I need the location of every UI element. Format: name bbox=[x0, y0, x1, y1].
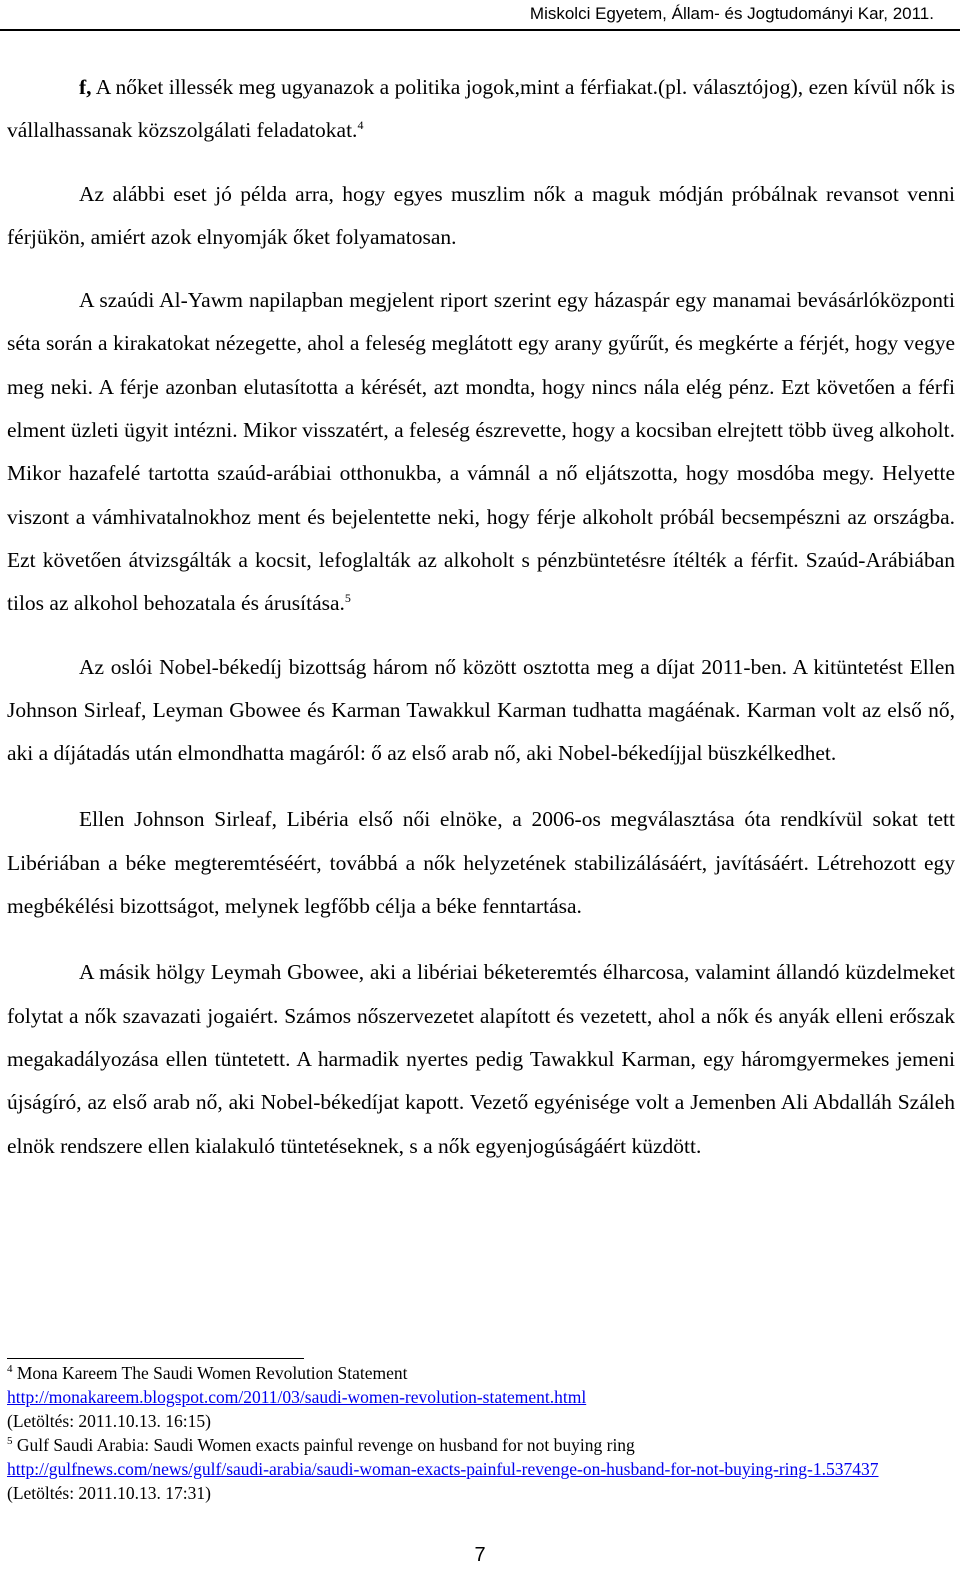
footnote-number: 4 bbox=[7, 1363, 13, 1376]
header-rule bbox=[0, 29, 960, 31]
paragraph-gap bbox=[7, 259, 955, 279]
header-text: Miskolci Egyetem, Állam- és Jogtudományi Kar, 2011. bbox=[529, 4, 934, 23]
paragraph-intro: Az alábbi eset jó példa arra, hogy egyes muszlim nők a maguk módján próbálnak revansot venni férjükön, amiért azok elnyomják őket folyamatosan. bbox=[7, 181, 955, 249]
footnote-5-access: (Letöltés: 2011.10.13. 17:31) bbox=[7, 1483, 211, 1503]
paragraph-text: A nőket illessék meg ugyanazok a politika jogok,mint a férfiakat.(pl. választójog), ezen kívül nők is vállalhassanak közszolgálati feladatokat. bbox=[7, 75, 955, 143]
page-body bbox=[7, 66, 955, 1168]
footnote-4 bbox=[7, 1361, 955, 1385]
footnote-5 bbox=[7, 1433, 955, 1457]
footnote-title: Gulf Saudi Arabia: Saudi Women exacts painful revenge on husband for not buying ring bbox=[12, 1435, 635, 1455]
running-header bbox=[0, 0, 960, 29]
paragraph-gap bbox=[7, 153, 955, 173]
footnote-separator bbox=[7, 1358, 304, 1359]
list-label: f, bbox=[79, 75, 92, 99]
paragraph-sirleaf: Ellen Johnson Sirleaf, Libéria első női elnöke, a 2006-os megválasztása óta rendkívül sokat tett Libériában a béke megteremtéséért, továbbá a nők helyzetének stabilizálásáért, javításáért. Létrehozott egy megbékélési bizottságot, melynek legfőbb célja a béke fenntartása. bbox=[7, 807, 955, 919]
footnote-4-link[interactable]: http://monakareem.blogspot.com/2011/03/saudi-women-revolution-statement.html bbox=[7, 1387, 587, 1407]
footnote-5-link[interactable]: http://gulfnews.com/news/gulf/saudi-arabia/saudi-woman-exacts-painful-revenge-on-husband-for-not-buying-ring-1.537437 bbox=[7, 1459, 879, 1479]
footnote-4-access: (Letöltés: 2011.10.13. 16:15) bbox=[7, 1411, 211, 1431]
paragraph-text: A szaúdi Al-Yawm napilapban megjelent riport szerint egy házaspár egy manamai bevásárlóközponti séta során a kirakatokat nézegette, ahol a feleség meglátott egy arany gyűrűt, és megkérte a férjét, hogy vegye meg neki. A férje azonban elutasította a kérését, azt mondta, hogy nincs nála elég pénz. Ezt követően a férfi elment üzleti ügyit intézni. Mikor visszatért, a feleség észrevette, hogy a kocsiban elrejtett több üveg alkoholt. Mikor hazafelé tartotta szaúd-arábiai otthonukba, a vámnál a nő eljátszotta, hogy mosdóba megy. Helyette viszont a vámhivatalnokhoz ment és bejelentette neki, hogy férje alkoholt próbál becsempészni az országba. Ezt követően átvizsgálták a kocsit, lefoglalták az alkoholt s pénzbüntetésre ítélték a férfit. Szaúd-Arábiában tilos az alkohol behozatala és árusítása. bbox=[7, 288, 955, 616]
paragraph-gap bbox=[7, 775, 955, 798]
footnotes bbox=[7, 1361, 955, 1505]
paragraph-gap bbox=[7, 626, 955, 646]
paragraph-saudi-story bbox=[7, 279, 955, 625]
paragraph-gap bbox=[7, 928, 955, 951]
footnote-ref-5[interactable]: 5 bbox=[344, 591, 351, 606]
paragraph-nobel-prize: Az oslói Nobel-békedíj bizottság három nő között osztotta meg a díjat 2011-ben. A kitüntetést Ellen Johnson Sirleaf, Leyman Gbowee és Karman Tawakkul Karman tudhatta magáénak. Karman volt az első nő, aki a díjátadás után elmondhatta magáról: ő az első arab nő, aki Nobel-békedíjjal büszkélkedhet. bbox=[7, 654, 955, 766]
footnote-title: Mona Kareem The Saudi Women Revolution Statement bbox=[12, 1363, 408, 1383]
paragraph-list-item-f bbox=[7, 66, 955, 153]
footnote-ref-4[interactable]: 4 bbox=[357, 118, 364, 133]
paragraph-gbowee-karman: A másik hölgy Leymah Gbowee, aki a libériai béketeremtés élharcosa, valamint állandó küzdelmeket folytat a nők szavazati jogaiért. Számos nőszervezetet alapított és vezetett, ahol a nők és anyák elleni erőszak megakadályozása ellen tüntetett. A harmadik nyertes pedig Tawakkul Karman, egy háromgyermekes jemeni újságíró, az első arab nő, aki Nobel-békedíjat kapott. Vezető egyénisége volt a Jemenben Ali Abdalláh Száleh elnök rendszere ellen kialakuló tüntetéseknek, s a nők egyenjogúságáért küzdött. bbox=[7, 960, 955, 1158]
footnote-number: 5 bbox=[7, 1435, 13, 1448]
page-number: 7 bbox=[474, 1544, 486, 1566]
